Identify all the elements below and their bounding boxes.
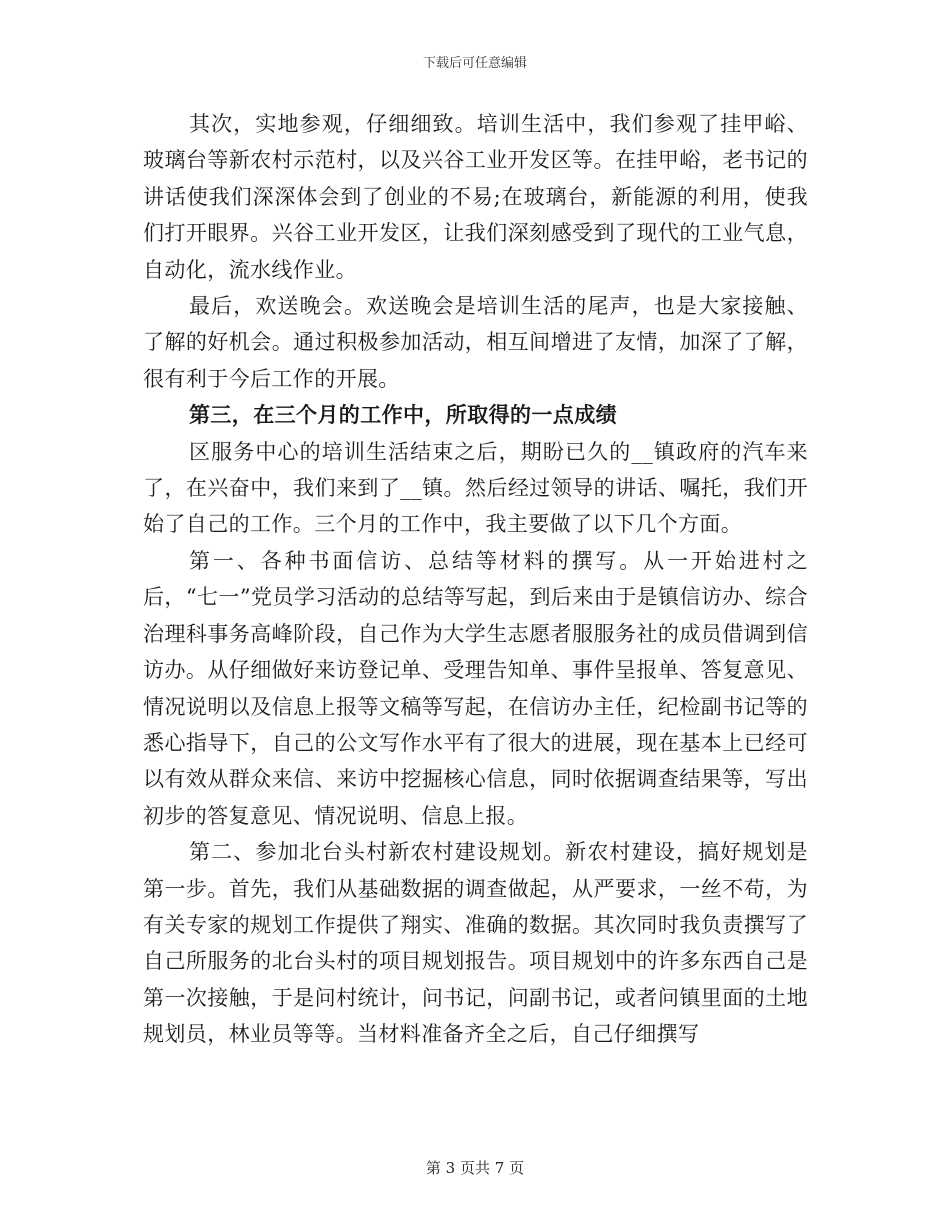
page-number: 第 3 页共 7 页 bbox=[425, 1159, 525, 1177]
paragraph-site-visits: 其次，实地参观，仔细细致。培训生活中，我们参观了挂甲峪、玻璃台等新农村示范村，以及兴谷工业开发区等。在挂甲峪，老书记的讲话使我们深深体会到了创业的不易;在玻璃台，新能源的利用，使我们打开眼界。兴谷工业开发区，让我们深刻感受到了现代的工业气息，自动化，流水线作业。 bbox=[143, 112, 808, 282]
document-body bbox=[143, 106, 808, 1053]
page-header: 下载后可任意编辑 bbox=[422, 56, 527, 71]
paragraph-start-work: 区服务中心的培训生活结束之后，期盼已久的__镇政府的汽车来了，在兴奋中，我们来到了__镇。然后经过领导的讲话、嘱托，我们开始了自己的工作。三个月的工作中，我主要做了以下几个方面。 bbox=[143, 439, 808, 537]
paragraph-written-materials: 第一、各种书面信访、总结等材料的撰写。从一开始进村之后，“七一”党员学习活动的总结等写起，到后来由于是镇信访办、综合治理科事务高峰阶段，自己作为大学生志愿者服服务社的成员借调到信访办。从仔细做好来访登记单、受理告知单、事件呈报单、答复意见、情况说明以及信息上报等文稿等写起，在信访办主任，纪检副书记等的悉心指导下，自己的公文写作水平有了很大的进展，现在基本上已经可以有效从群众来信、来访中挖掘核心信息，同时依据调查结果等，写出初步的答复意见、情况说明、信息上报。 bbox=[143, 548, 808, 828]
section-heading-achievements: 第三，在三个月的工作中，所取得的一点成绩 bbox=[189, 402, 617, 428]
paragraph-village-planning: 第二、参加北台头村新农村建设规划。新农村建设，搞好规划是第一步。首先，我们从基础数据的调查做起，从严要求，一丝不苟，为有关专家的规划工作提供了翔实、准确的数据。其次同时我负责撰写了自己所服务的北台头村的项目规划报告。项目规划中的许多东西自己是第一次接触，于是问村统计，问书记，问副书记，或者问镇里面的土地规划员，林业员等等。当材料准备齐全之后，自己仔细撰写 bbox=[143, 840, 808, 1047]
paragraph-farewell-party: 最后，欢送晚会。欢送晚会是培训生活的尾声，也是大家接触、了解的好机会。通过积极参加活动，相互间增进了友情，加深了了解，很有利于今后工作的开展。 bbox=[143, 294, 808, 391]
